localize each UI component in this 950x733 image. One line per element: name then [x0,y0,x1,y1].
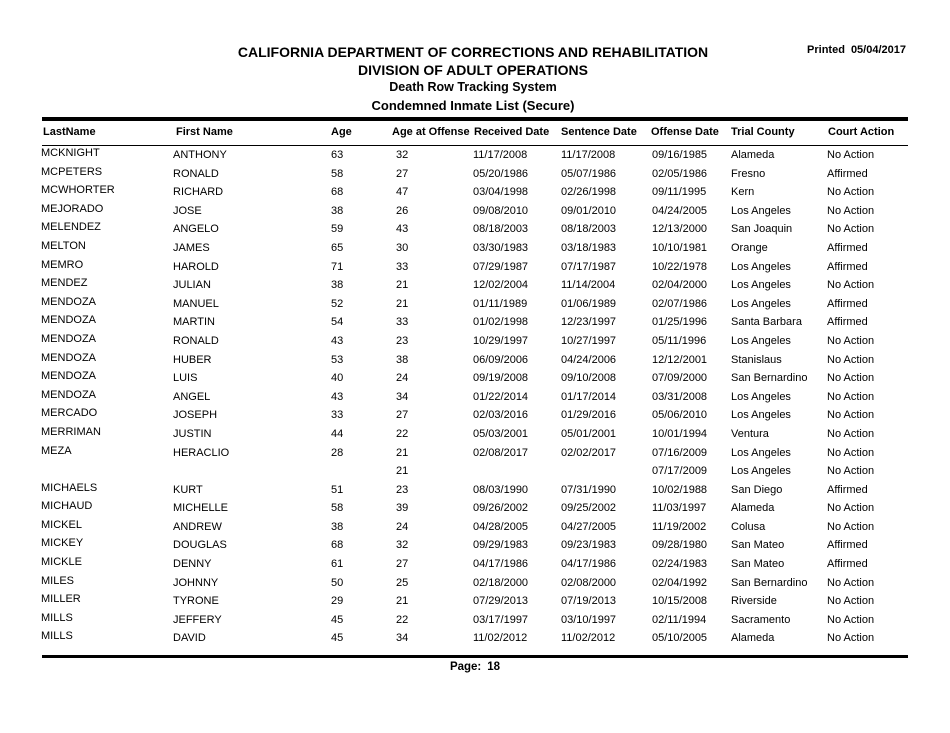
cell-age: 68 [331,539,344,552]
cell-age-at-offense: 23 [396,483,409,496]
cell-received-date: 12/02/2004 [473,279,529,292]
cell-received-date: 08/18/2003 [473,223,529,236]
table-row [0,183,950,202]
cell-last-name: MENDOZA [41,351,96,364]
cell-received-date: 06/09/2006 [473,353,529,366]
cell-first-name: RICHARD [173,186,224,199]
cell-first-name: JUSTIN [173,427,212,440]
cell-sentence-date: 11/14/2004 [561,279,616,292]
table-row [0,220,950,239]
cell-sentence-date: 09/01/2010 [561,204,617,217]
page-number: 18 [487,661,501,673]
table-row [0,165,950,184]
cell-age-at-offense: 26 [396,204,409,217]
cell-court-action: Affirmed [827,167,868,180]
cell-age-at-offense: 47 [396,186,409,199]
cell-age-at-offense: 32 [396,149,409,161]
cell-trial-county: San Bernardino [731,576,808,589]
cell-age: 58 [331,167,344,180]
cell-trial-county: San Bernardino [731,372,808,385]
cell-court-action: No Action [827,409,875,422]
cell-age-at-offense: 27 [396,558,409,571]
cell-trial-county: Alameda [731,632,775,645]
cell-trial-county: Stanislaus [731,353,782,366]
cell-trial-county: San Mateo [731,558,785,571]
cell-first-name: DENNY [173,558,212,571]
cell-received-date: 05/20/1986 [473,167,529,180]
cell-court-action: Affirmed [827,539,868,552]
table-row [0,388,950,407]
cell-court-action: Affirmed [827,483,868,496]
cell-trial-county: Sacramento [731,613,791,626]
cell-age-at-offense: 21 [396,279,409,292]
cell-last-name: MICHAELS [41,481,98,494]
cell-trial-county: Ventura [731,427,769,440]
cell-first-name: JOSE [173,204,202,217]
cell-court-action: No Action [827,520,875,533]
table-row [0,481,950,500]
cell-offense-date: 09/11/1995 [652,186,707,199]
cell-last-name: MELTON [41,239,86,252]
cell-sentence-date: 09/23/1983 [561,539,617,552]
cell-last-name: MCPETERS [41,165,103,178]
cell-trial-county: Alameda [731,502,775,515]
col-header-received-date: Received Date [474,126,550,138]
table-row [0,332,950,351]
cell-court-action: No Action [827,595,875,608]
cell-offense-date: 12/13/2000 [652,223,708,236]
cell-age-at-offense: 30 [396,241,409,254]
cell-court-action: No Action [827,576,875,589]
table-row [0,146,950,165]
cell-trial-county: Los Angeles [731,279,791,292]
cell-received-date: 04/28/2005 [473,520,529,533]
col-header-firstname: First Name [176,126,233,138]
cell-offense-date: 02/24/1983 [652,558,708,571]
cell-received-date: 01/02/1998 [473,316,529,329]
cell-court-action: No Action [827,223,875,236]
cell-last-name: MENDOZA [41,314,96,327]
cell-sentence-date: 03/18/1983 [561,241,617,254]
cell-sentence-date: 02/02/2017 [561,446,617,459]
cell-age-at-offense: 33 [396,260,409,273]
col-header-lastname: LastName [43,126,96,138]
cell-received-date: 07/29/2013 [473,595,529,608]
cell-offense-date: 10/22/1978 [652,260,708,273]
cell-court-action: No Action [827,149,875,161]
cell-age: 29 [331,595,344,608]
cell-offense-date: 10/01/1994 [652,427,708,440]
report-subtitle: Condemned Inmate List (Secure) [371,98,575,113]
cell-trial-county: Riverside [731,595,777,608]
col-header-age-at-offense: Age at Offense [392,126,470,138]
table-row [0,425,950,444]
table-row [0,518,950,537]
bottom-divider [42,655,908,658]
cell-age: 71 [331,260,344,273]
cell-trial-county: Colusa [731,520,766,533]
cell-offense-date: 05/10/2005 [652,632,708,645]
table-row [0,462,950,481]
cell-trial-county: Fresno [731,167,766,180]
cell-sentence-date: 10/27/1997 [561,334,617,347]
cell-age: 53 [331,353,344,366]
cell-age-at-offense: 21 [396,595,409,608]
cell-sentence-date: 07/31/1990 [561,483,617,496]
cell-offense-date: 09/28/1980 [652,539,708,552]
table-row [0,499,950,518]
cell-trial-county: Los Angeles [731,204,791,217]
cell-court-action: No Action [827,502,875,515]
cell-age: 38 [331,204,344,217]
cell-sentence-date: 05/01/2001 [561,427,617,440]
cell-first-name: JOHNNY [173,576,219,589]
printed-date: 05/04/2017 [850,44,906,56]
cell-first-name: MICHELLE [173,502,229,515]
cell-first-name: DAVID [173,632,206,645]
cell-received-date: 09/19/2008 [473,372,529,385]
cell-last-name: MICHAUD [41,500,93,513]
cell-court-action: No Action [827,279,875,292]
cell-last-name: MENDOZA [41,388,96,401]
cell-age: 33 [331,409,344,422]
cell-trial-county: Los Angeles [731,446,791,459]
cell-last-name: MEJORADO [41,202,104,215]
cell-sentence-date: 04/24/2006 [561,353,617,366]
cell-first-name: JOSEPH [173,409,218,422]
cell-age: 38 [331,520,344,533]
cell-trial-county: Los Angeles [731,260,791,273]
cell-sentence-date: 07/19/2013 [561,595,617,608]
cell-sentence-date: 03/10/1997 [561,613,617,626]
cell-age: 40 [331,372,344,385]
cell-court-action: No Action [827,465,875,478]
cell-age-at-offense: 21 [396,297,409,310]
cell-offense-date: 05/06/2010 [652,409,708,422]
cell-age-at-offense: 34 [396,390,409,403]
cell-court-action: No Action [827,446,875,459]
cell-last-name: MICKEL [41,518,82,531]
cell-sentence-date: 04/17/1986 [561,558,617,571]
cell-last-name: MICKLE [41,556,82,569]
printed-label: Printed [807,44,845,56]
cell-last-name: MICKEY [41,537,84,550]
cell-court-action: Affirmed [827,558,868,571]
inmate-table-body [0,146,950,648]
cell-age: 61 [331,558,344,571]
cell-first-name: RONALD [173,167,219,180]
cell-age: 43 [331,390,344,403]
cell-offense-date: 11/19/2002 [652,520,707,533]
cell-offense-date: 04/24/2005 [652,204,708,217]
cell-trial-county: Los Angeles [731,297,791,310]
cell-age: 68 [331,186,344,199]
cell-offense-date: 07/09/2000 [652,372,708,385]
cell-trial-county: Los Angeles [731,409,791,422]
cell-court-action: No Action [827,632,875,645]
table-row [0,536,950,555]
cell-age: 44 [331,427,344,440]
cell-trial-county: Orange [731,241,768,254]
cell-age-at-offense: 33 [396,316,409,329]
cell-age: 63 [331,149,344,161]
cell-court-action: Affirmed [827,241,868,254]
cell-age-at-offense: 34 [396,632,409,645]
cell-first-name: JAMES [173,241,210,254]
cell-first-name: MANUEL [173,297,219,310]
cell-sentence-date: 11/17/2008 [561,149,616,161]
cell-first-name: JEFFERY [173,613,222,626]
cell-first-name: ANTHONY [173,149,227,161]
cell-received-date: 02/18/2000 [473,576,529,589]
cell-last-name: MCKNIGHT [41,147,100,159]
cell-offense-date: 02/04/1992 [652,576,708,589]
cell-court-action: No Action [827,353,875,366]
cell-received-date: 09/29/1983 [473,539,529,552]
cell-offense-date: 02/11/1994 [652,613,707,626]
cell-first-name: KURT [173,483,203,496]
cell-trial-county: Los Angeles [731,334,791,347]
cell-last-name: MEZA [41,444,72,457]
cell-trial-county: Kern [731,186,755,199]
cell-offense-date: 10/02/1988 [652,483,708,496]
cell-age: 65 [331,241,344,254]
cell-received-date: 01/11/1989 [473,297,528,310]
cell-offense-date: 02/05/1986 [652,167,708,180]
cell-court-action: No Action [827,427,875,440]
cell-sentence-date: 07/17/1987 [561,260,617,273]
cell-received-date: 03/30/1983 [473,241,529,254]
cell-offense-date: 01/25/1996 [652,316,708,329]
cell-offense-date: 02/07/1986 [652,297,708,310]
cell-received-date: 05/03/2001 [473,427,529,440]
cell-trial-county: San Diego [731,483,783,496]
table-row [0,629,950,648]
cell-first-name: HAROLD [173,260,219,273]
table-row [0,239,950,258]
cell-age-at-offense: 25 [396,576,409,589]
cell-last-name: MERRIMAN [41,425,101,438]
table-row [0,406,950,425]
cell-offense-date: 12/12/2001 [652,353,708,366]
col-header-trial-county: Trial County [731,126,795,138]
cell-sentence-date: 04/27/2005 [561,520,617,533]
cell-court-action: Affirmed [827,316,868,329]
cell-age-at-offense: 27 [396,409,409,422]
report-title: CALIFORNIA DEPARTMENT OF CORRECTIONS AND REHABILITATION [237,44,709,60]
cell-trial-county: Alameda [731,149,775,161]
cell-offense-date: 02/04/2000 [652,279,708,292]
col-header-offense-date: Offense Date [651,126,719,138]
report-system: Death Row Tracking System [389,80,557,94]
cell-age: 59 [331,223,344,236]
cell-trial-county: San Mateo [731,539,785,552]
page-footer [0,661,950,673]
col-header-sentence-date: Sentence Date [561,126,637,138]
table-row [0,202,950,221]
cell-offense-date: 07/16/2009 [652,446,708,459]
cell-age: 45 [331,613,344,626]
cell-last-name: MILLER [41,593,81,606]
cell-sentence-date: 11/02/2012 [561,632,616,645]
cell-last-name: MILES [41,574,75,587]
cell-age: 45 [331,632,344,645]
cell-offense-date: 05/11/1996 [652,334,707,347]
cell-age-at-offense: 38 [396,353,409,366]
table-row [0,276,950,295]
cell-sentence-date: 09/10/2008 [561,372,617,385]
cell-first-name: JULIAN [173,279,211,292]
cell-court-action: No Action [827,390,875,403]
cell-sentence-date: 01/29/2016 [561,409,617,422]
cell-sentence-date: 02/08/2000 [561,576,617,589]
cell-court-action: No Action [827,186,875,199]
cell-last-name: MENDEZ [41,277,88,290]
cell-first-name: HERACLIO [173,446,230,459]
cell-last-name: MCWHORTER [41,184,115,197]
table-row [0,313,950,332]
cell-received-date: 07/29/1987 [473,260,529,273]
cell-received-date: 08/03/1990 [473,483,529,496]
cell-age-at-offense: 22 [396,613,409,626]
cell-age-at-offense: 21 [396,446,409,459]
cell-last-name: MENDOZA [41,370,96,383]
cell-first-name: ANGELO [173,223,219,236]
cell-last-name: MELENDEZ [41,221,101,234]
cell-age: 51 [331,483,344,496]
table-row [0,369,950,388]
cell-age-at-offense: 32 [396,539,409,552]
cell-received-date: 03/17/1997 [473,613,529,626]
cell-trial-county: Los Angeles [731,465,791,478]
cell-first-name: TYRONE [173,595,219,608]
cell-received-date: 09/26/2002 [473,502,529,515]
cell-first-name: ANDREW [173,520,222,533]
cell-age: 38 [331,279,344,292]
cell-age: 58 [331,502,344,515]
cell-first-name: ANGEL [173,390,211,403]
cell-age: 43 [331,334,344,347]
cell-sentence-date: 09/25/2002 [561,502,617,515]
cell-last-name: MEMRO [41,258,84,271]
cell-age: 52 [331,297,344,310]
table-row [0,258,950,277]
cell-offense-date: 03/31/2008 [652,390,708,403]
cell-received-date: 02/08/2017 [473,446,529,459]
cell-first-name: RONALD [173,334,219,347]
cell-offense-date: 09/16/1985 [652,149,708,161]
cell-age-at-offense: 24 [396,520,409,533]
cell-age-at-offense: 23 [396,334,409,347]
cell-age-at-offense: 22 [396,427,409,440]
cell-sentence-date: 01/17/2014 [561,390,617,403]
cell-received-date: 02/03/2016 [473,409,529,422]
table-row [0,592,950,611]
col-header-age: Age [331,126,352,138]
cell-age: 28 [331,446,344,459]
cell-court-action: Affirmed [827,260,868,273]
cell-last-name: MENDOZA [41,295,96,308]
cell-court-action: Affirmed [827,297,868,310]
cell-trial-county: San Joaquin [731,223,793,236]
cell-last-name: MILLS [41,630,73,643]
top-divider [42,117,908,121]
cell-received-date: 09/08/2010 [473,204,529,217]
cell-court-action: No Action [827,334,875,347]
cell-offense-date: 11/03/1997 [652,502,707,515]
cell-court-action: No Action [827,613,875,626]
cell-age: 54 [331,316,344,329]
page-label: Page: [449,661,482,673]
cell-received-date: 03/04/1998 [473,186,529,199]
cell-court-action: No Action [827,372,875,385]
cell-sentence-date: 05/07/1986 [561,167,617,180]
cell-first-name: HUBER [173,353,212,366]
cell-first-name: DOUGLAS [173,539,227,552]
table-row [0,574,950,593]
cell-trial-county: Santa Barbara [731,316,802,329]
cell-trial-county: Los Angeles [731,390,791,403]
cell-age-at-offense: 21 [396,465,409,478]
table-row [0,555,950,574]
cell-first-name: MARTIN [173,316,215,329]
table-row [0,351,950,370]
cell-age-at-offense: 43 [396,223,409,236]
printed-stamp [807,44,906,56]
cell-offense-date: 10/10/1981 [652,241,708,254]
cell-received-date: 01/22/2014 [473,390,529,403]
cell-sentence-date: 01/06/1989 [561,297,617,310]
cell-sentence-date: 02/26/1998 [561,186,617,199]
table-row [0,295,950,314]
cell-offense-date: 10/15/2008 [652,595,708,608]
cell-age: 50 [331,576,344,589]
cell-sentence-date: 12/23/1997 [561,316,617,329]
cell-age-at-offense: 39 [396,502,409,515]
cell-received-date: 04/17/1986 [473,558,529,571]
cell-age-at-offense: 27 [396,167,409,180]
cell-received-date: 10/29/1997 [473,334,529,347]
col-header-court-action: Court Action [828,126,895,138]
cell-court-action: No Action [827,204,875,217]
cell-last-name: MERCADO [41,407,98,420]
cell-first-name: LUIS [173,372,198,385]
report-division: DIVISION OF ADULT OPERATIONS [358,62,588,78]
cell-received-date: 11/02/2012 [473,632,528,645]
cell-received-date: 11/17/2008 [473,149,528,161]
cell-last-name: MILLS [41,611,73,624]
cell-last-name: MENDOZA [41,332,96,345]
cell-sentence-date: 08/18/2003 [561,223,617,236]
table-row [0,444,950,463]
table-row [0,611,950,630]
cell-age-at-offense: 24 [396,372,409,385]
cell-offense-date: 07/17/2009 [652,465,708,478]
